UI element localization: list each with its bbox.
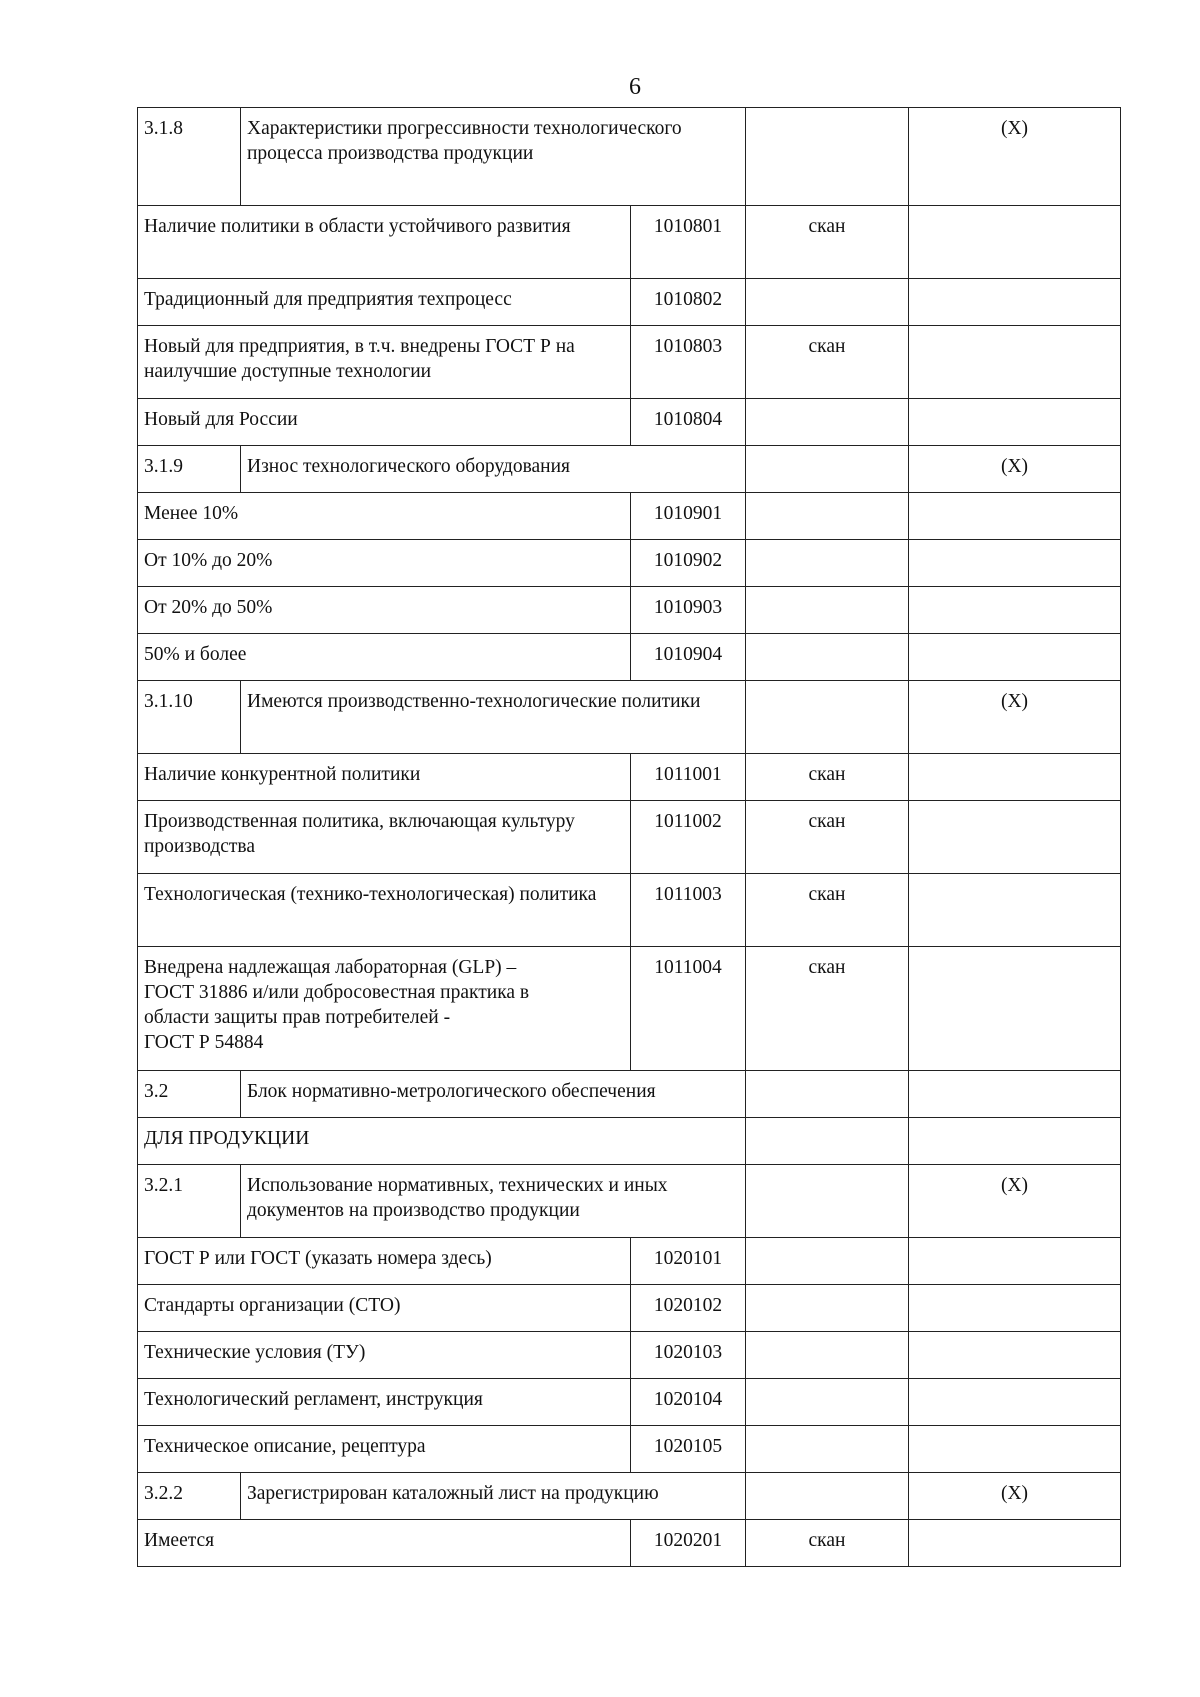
- mark-cell: [909, 1426, 1121, 1473]
- table-row: [138, 1426, 1121, 1473]
- mark-cell: [909, 1285, 1121, 1332]
- item-code: 1010804: [631, 399, 746, 446]
- section-row: [138, 681, 1121, 754]
- table-row: [138, 1520, 1121, 1567]
- scan-cell: [746, 587, 909, 634]
- mark-cell: (X): [909, 1473, 1121, 1520]
- scan-cell: [746, 1473, 909, 1520]
- scan-cell: [746, 399, 909, 446]
- table-row: [138, 493, 1121, 540]
- table-row: [138, 874, 1121, 947]
- scan-cell: [746, 1285, 909, 1332]
- item-code: 1020104: [631, 1379, 746, 1426]
- mark-cell: [909, 874, 1121, 947]
- mark-cell: [909, 399, 1121, 446]
- section-row: [138, 1165, 1121, 1238]
- section-number: 3.2.2: [138, 1473, 241, 1520]
- scan-cell: [746, 1332, 909, 1379]
- item-code: 1011001: [631, 754, 746, 801]
- table-body: [138, 108, 1121, 1567]
- item-text: Менее 10%: [138, 493, 631, 540]
- scan-cell: [746, 108, 909, 206]
- item-code: 1020105: [631, 1426, 746, 1473]
- section-title: Использование нормативных, технических и иных документов на производство продукции: [241, 1165, 746, 1238]
- table-row: [138, 399, 1121, 446]
- mark-cell: [909, 493, 1121, 540]
- section-number: 3.1.8: [138, 108, 241, 206]
- mark-cell: [909, 587, 1121, 634]
- mark-cell: [909, 1118, 1121, 1165]
- scan-cell: скан: [746, 947, 909, 1071]
- item-text: Стандарты организации (СТО): [138, 1285, 631, 1332]
- item-text: Новый для предприятия, в т.ч. внедрены ГОСТ Р на наилучшие доступные технологии: [138, 326, 631, 399]
- mark-cell: [909, 754, 1121, 801]
- item-code: 1020201: [631, 1520, 746, 1567]
- item-text-line: области защиты прав потребителей -: [144, 1007, 451, 1028]
- item-code: 1010803: [631, 326, 746, 399]
- item-text-line: ГОСТ 31886 и/или добросовестная практика в: [144, 982, 530, 1003]
- scan-cell: [746, 1165, 909, 1238]
- table-row: [138, 801, 1121, 874]
- table-row: [138, 326, 1121, 399]
- mark-cell: (X): [909, 681, 1121, 754]
- table-row: [138, 587, 1121, 634]
- item-code: 1011004: [631, 947, 746, 1071]
- page-number: 6: [629, 74, 641, 100]
- item-text: Наличие конкурентной политики: [138, 754, 631, 801]
- item-text: Технологическая (технико-технологическая) политика: [138, 874, 631, 947]
- scan-cell: скан: [746, 754, 909, 801]
- item-text: Производственная политика, включающая культуру производства: [138, 801, 631, 874]
- item-code: 1011002: [631, 801, 746, 874]
- section-number: 3.2.1: [138, 1165, 241, 1238]
- item-code: 1010901: [631, 493, 746, 540]
- table-row: [138, 206, 1121, 279]
- mark-cell: [909, 1071, 1121, 1118]
- item-text: От 20% до 50%: [138, 587, 631, 634]
- section-row: [138, 1473, 1121, 1520]
- section-number: 3.1.9: [138, 446, 241, 493]
- section-number: 3.2: [138, 1071, 241, 1118]
- mark-cell: [909, 206, 1121, 279]
- section-title: Износ технологического оборудования: [241, 446, 746, 493]
- table-row: [138, 279, 1121, 326]
- scan-cell: [746, 1238, 909, 1285]
- scan-cell: [746, 446, 909, 493]
- section-row: [138, 108, 1121, 206]
- item-code: 1010904: [631, 634, 746, 681]
- scan-cell: [746, 1071, 909, 1118]
- table-row: [138, 754, 1121, 801]
- mark-cell: (X): [909, 446, 1121, 493]
- table-row: [138, 634, 1121, 681]
- section-row: [138, 1071, 1121, 1118]
- item-text: Традиционный для предприятия техпроцесс: [138, 279, 631, 326]
- mark-cell: (X): [909, 108, 1121, 206]
- scan-cell: [746, 1379, 909, 1426]
- item-text: Новый для России: [138, 399, 631, 446]
- mark-cell: [909, 634, 1121, 681]
- item-text: 50% и более: [138, 634, 631, 681]
- item-text: Наличие политики в области устойчивого развития: [138, 206, 631, 279]
- item-text: От 10% до 20%: [138, 540, 631, 587]
- table-row: [138, 1379, 1121, 1426]
- scan-cell: скан: [746, 801, 909, 874]
- section-row: [138, 446, 1121, 493]
- scan-cell: [746, 493, 909, 540]
- item-code: 1010902: [631, 540, 746, 587]
- item-text: Технологический регламент, инструкция: [138, 1379, 631, 1426]
- item-code: 1010801: [631, 206, 746, 279]
- section-title: Блок нормативно-метрологического обеспечения: [241, 1071, 746, 1118]
- mark-cell: [909, 1238, 1121, 1285]
- item-text: Техническое описание, рецептура: [138, 1426, 631, 1473]
- item-code: 1010802: [631, 279, 746, 326]
- section-number: 3.1.10: [138, 681, 241, 754]
- mark-cell: [909, 279, 1121, 326]
- table-row: [138, 1332, 1121, 1379]
- scan-cell: [746, 681, 909, 754]
- section-title: Характеристики прогрессивности технологического процесса производства продукции: [241, 108, 746, 206]
- section-title: Зарегистрирован каталожный лист на продукцию: [241, 1473, 746, 1520]
- item-code: 1010903: [631, 587, 746, 634]
- mark-cell: [909, 540, 1121, 587]
- item-text: Технические условия (ТУ): [138, 1332, 631, 1379]
- scan-cell: [746, 634, 909, 681]
- scan-cell: [746, 279, 909, 326]
- item-text-line: Внедрена надлежащая лабораторная (GLP) –: [144, 957, 517, 978]
- questionnaire-table: [137, 107, 1121, 1567]
- table-row: [138, 947, 1121, 1071]
- table-row: [138, 1238, 1121, 1285]
- item-code: 1020103: [631, 1332, 746, 1379]
- mark-cell: [909, 1332, 1121, 1379]
- item-text: ГОСТ Р или ГОСТ (указать номера здесь): [138, 1238, 631, 1285]
- item-code: 1020101: [631, 1238, 746, 1285]
- item-code: 1020102: [631, 1285, 746, 1332]
- table-row: [138, 1285, 1121, 1332]
- heading-row: [138, 1118, 1121, 1165]
- scan-cell: скан: [746, 874, 909, 947]
- scan-cell: [746, 540, 909, 587]
- mark-cell: [909, 1379, 1121, 1426]
- item-code: 1011003: [631, 874, 746, 947]
- mark-cell: [909, 801, 1121, 874]
- mark-cell: [909, 1520, 1121, 1567]
- item-text-line: ГОСТ Р 54884: [144, 1032, 264, 1053]
- table-row: [138, 540, 1121, 587]
- scan-cell: [746, 1118, 909, 1165]
- section-title: Имеются производственно-технологические политики: [241, 681, 746, 754]
- scan-cell: [746, 1426, 909, 1473]
- item-text: [138, 947, 631, 1071]
- scan-cell: скан: [746, 206, 909, 279]
- item-text: Имеется: [138, 1520, 631, 1567]
- scan-cell: скан: [746, 326, 909, 399]
- block-heading: ДЛЯ ПРОДУКЦИИ: [138, 1118, 746, 1165]
- scan-cell: скан: [746, 1520, 909, 1567]
- mark-cell: [909, 326, 1121, 399]
- mark-cell: (X): [909, 1165, 1121, 1238]
- mark-cell: [909, 947, 1121, 1071]
